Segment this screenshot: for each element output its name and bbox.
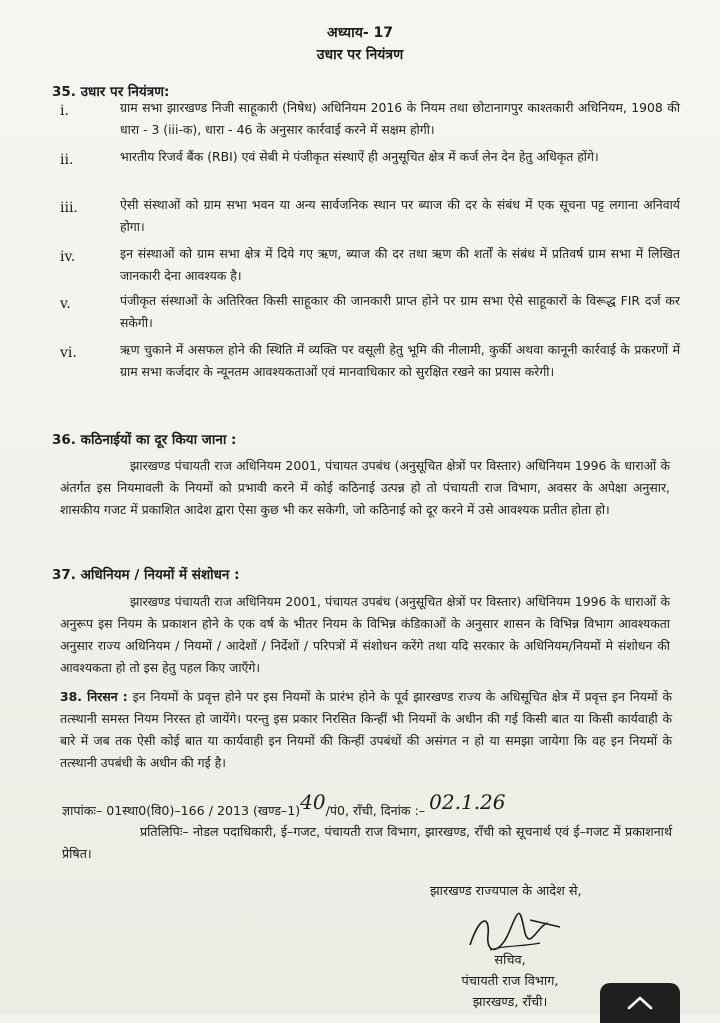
list-number: iii. xyxy=(60,200,78,216)
list-item xyxy=(60,243,680,287)
section-37-heading: 37. अधिनियम / नियमों में संशोधन : xyxy=(52,567,240,583)
section-38-paragraph xyxy=(60,686,672,774)
copy-to: प्रतिलिपिः– नोडल पदाधिकारी, ई–गजट, पंचायती राज विभाग, झारखण्ड, राँची को सूचनार्थ एवं ई–गजट में प्रकाशनार्थ प्रेषित। xyxy=(62,824,672,861)
memo-number: 40 xyxy=(300,790,326,814)
list-item xyxy=(60,339,680,383)
list-text: पंजीकृत संस्थाओं के अतिरिक्त किसी साहूकार की जानकारी प्राप्त होने पर ग्राम सभा ऐसे साहूकारों के विरूद्ध FIR दर्ज कर सकेगी। xyxy=(120,293,680,330)
chapter-header xyxy=(0,24,720,64)
list-text: ऐसी संस्थाओं को ग्राम सभा भवन या अन्य सार्वजनिक स्थान पर ब्याज की दर के संबंध में एक सूचना पट्ट लगाना अनिवार्य होगा। xyxy=(120,197,680,234)
memo-middle: /पं0, राँची, दिनांक :– xyxy=(325,803,426,818)
list-number: vi. xyxy=(60,345,77,361)
list-number: i. xyxy=(60,103,69,119)
chapter-title: उधार पर नियंत्रण xyxy=(316,47,404,63)
section-37-text: झारखण्ड पंचायती राज अधिनियम 2001, पंचायत उपबंध (अनुसूचित क्षेत्रों पर विस्तार) अधिनियम 1996 के धाराओं के अनुरूप इस नियम के प्रकाशन होने के एक वर्ष के भीतर नियम के विभिन्न कंडिकाओं के अनुसार शासन के विभिन्न विभाग आवश्यकता अनुसार राज्य अधिनियम / नियमों / आदेशों / निर्देशों / परिपत्रों में संशोधन करेंगे तथा यदि सरकार के अधिनियम/नियमों मे संशोधन की आवश्यकता हो तो इस हेतु पहल किए जाएँगे। xyxy=(60,594,670,675)
list-text: ग्राम सभा झारखण्ड निजी साहूकारी (निषेध) अधिनियम 2016 के नियम तथा छोटानागपुर काश्तकारी अधिनियम, 1908 की धारा - 3 (iii-क), धारा - 46 के अनुसार कार्रवाई करने में सक्षम होगी। xyxy=(120,100,680,137)
memo-line xyxy=(62,790,702,822)
list-item xyxy=(60,97,680,141)
chapter-number: अध्याय- 17 xyxy=(327,25,393,41)
memo-prefix: ज्ञापांकः– 01स्था0(वि0)–166 / 2013 (खण्ड–1) xyxy=(62,803,301,818)
scroll-to-top-button[interactable] xyxy=(600,983,680,1023)
list-item xyxy=(60,146,680,168)
list-item xyxy=(60,290,680,334)
signature-designation: सचिव, xyxy=(494,953,526,968)
list-text: भारतीय रिजर्व बैंक (RBI) एवं सेबी मे पंजीकृत संस्थाऐं ही अनुसूचित क्षेत्र में कर्ज लेन देन हेतु अधिकृत होंगे। xyxy=(120,149,599,164)
section-38-heading: 38. निरसन : xyxy=(60,689,128,704)
memo-date: 02.1.26 xyxy=(429,790,506,814)
signature-location: झारखण्ड, राँची। xyxy=(472,995,548,1010)
list-text: इन संस्थाओं को ग्राम सभा क्षेत्र में दिये गए ऋण, ब्याज की दर तथा ऋण की शर्तों के संबंध में प्रतिवर्ष ग्राम सभा में लिखित जानकारी देना आवश्यक है। xyxy=(120,246,680,283)
list-item xyxy=(60,194,680,238)
list-number: ii. xyxy=(60,152,74,168)
section-36-text: झारखण्ड पंचायती राज अधिनियम 2001, पंचायत उपबंध (अनुसूचित क्षेत्रों पर विस्तार) अधिनियम 1996 के धाराओं के अंतर्गत इस नियमावली के नियमों को प्रभावी करने में कोई कठिनाई उत्पन्न हो तो पंचायती राज विभाग, अवसर के अपेक्षा अनुसार, शासकीय गजट में प्रकाशित आदेश द्वारा ऐसा कुछ भी कर सकेगी, जो कठिनाई को दूर करने में उसे आवश्यक प्रतीत होता हो। xyxy=(60,458,670,517)
section-36-heading: 36. कठिनाईयों का दूर किया जाना : xyxy=(52,432,237,448)
section-35-heading: 35. उधार पर नियंत्रण: xyxy=(52,84,170,100)
section-38-text: इन नियमों के प्रवृत्त होने पर इस नियमों के प्रारंभ होने के पूर्व झारखण्ड राज्य के अधिसूचित क्षेत्र में प्रवृत्त इन नियमों के तत्स्थानी समस्त नियम निरस्त हो जायेंगे। परन्तु इस प्रकार निरसित किन्हीं भी नियमों के अधीन की गई किसी बात या किसी कार्यवाही के बारे में जब तक ऐसी कोई बात या कार्यवाही इन नियमों की किन्हीं उपबंधों की असंगत न हो या समझा जायेगा कि वह इन नियमों के तत्स्थानी उपबंधी के अधीन की गई है। xyxy=(60,689,672,770)
order-line: झारखण्ड राज्यपाल के आदेश से, xyxy=(430,884,582,899)
list-text: ऋण चुकाने में असफल होने की स्थिति में व्यक्ति पर वसूली हेतु भूमि की नीलामी, कुर्की अथवा कानूनी कार्रवाई के प्रकरणों में ग्राम सभा कर्जदार के न्यूनतम आवश्यकताओं एवं मानवाधिकार को सुरक्षित रखने का प्रयास करेगी। xyxy=(120,342,680,379)
chevron-up-icon xyxy=(626,995,654,1011)
signature-title xyxy=(410,950,610,1013)
signature-department: पंचायती राज विभाग, xyxy=(461,974,559,989)
list-number: v. xyxy=(60,296,71,312)
list-number: iv. xyxy=(60,249,76,265)
